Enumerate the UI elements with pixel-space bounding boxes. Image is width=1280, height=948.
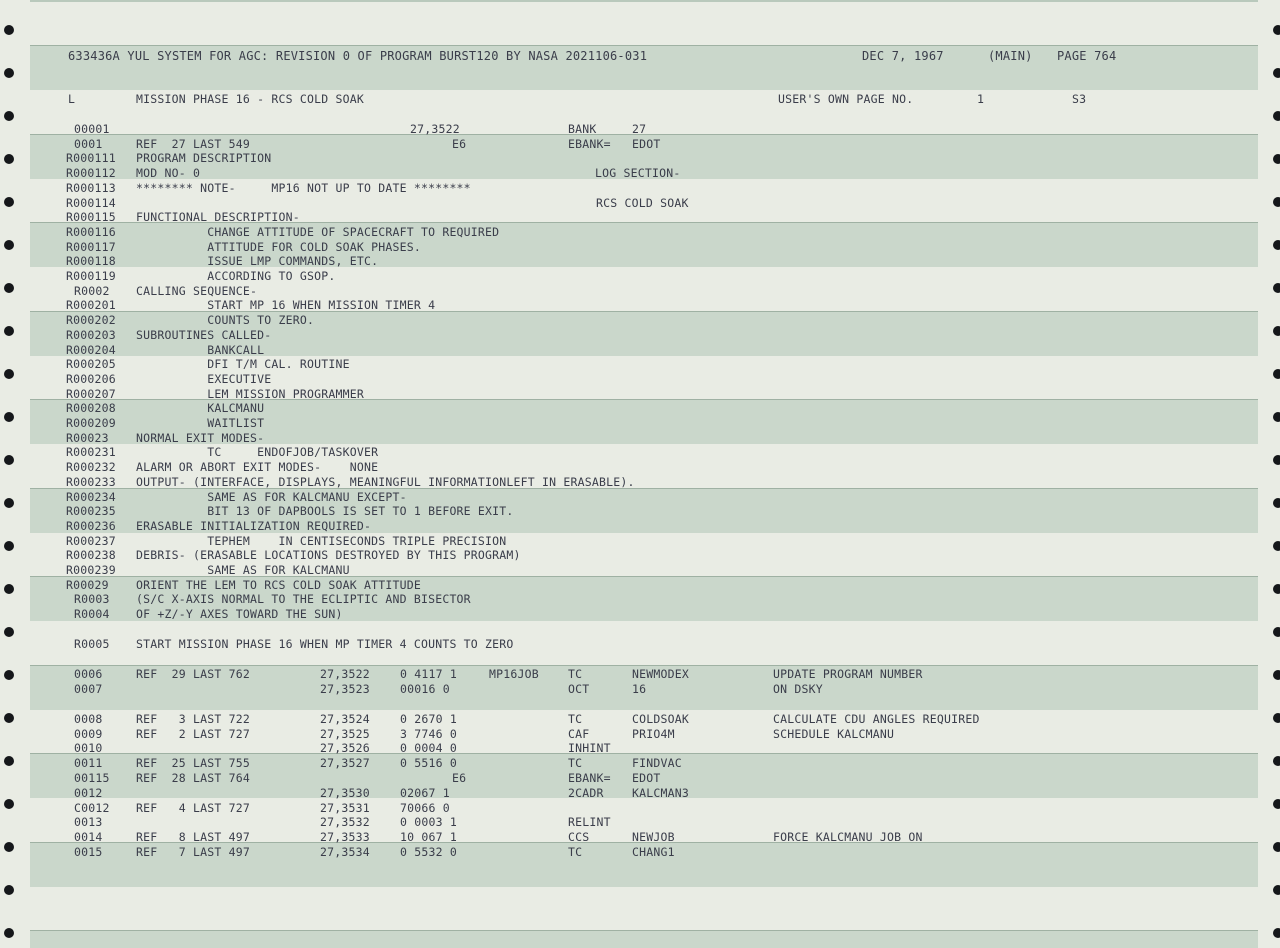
opcode: CCS — [568, 830, 590, 844]
source-text: ATTITUDE FOR COLD SOAK PHASES. — [136, 239, 421, 254]
line-number: 0013 — [74, 815, 103, 829]
source-text: MOD NO- 0 — [136, 166, 201, 181]
source-text: ACCORDING TO GSOP. — [136, 269, 336, 283]
source-text: REF 28 LAST 764 — [136, 771, 250, 785]
feed-hole-icon — [1273, 283, 1280, 293]
line-number: R000206 — [66, 371, 116, 386]
paper-band — [30, 0, 1258, 2]
line-number: R0003 — [74, 592, 110, 607]
paper-band — [30, 930, 1258, 948]
source-text: OUTPUT- (INTERFACE, DISPLAYS, MEANINGFUL INFORMATIONLEFT IN ERASABLE). — [136, 474, 635, 489]
opcode: TC — [568, 712, 583, 726]
source-text: REF 29 LAST 762 — [136, 667, 250, 681]
address: 27,3524 — [320, 712, 370, 726]
source-text: ALARM OR ABORT EXIT MODES- NONE — [136, 460, 379, 475]
line-number: R000239 — [66, 563, 116, 577]
line-number: 0010 — [74, 741, 103, 755]
source-text: ISSUE LMP COMMANDS, ETC. — [136, 254, 379, 269]
line-number: R0002 — [74, 283, 110, 298]
opcode: RELINT — [568, 815, 611, 829]
source-text: OF +Z/-Y AXES TOWARD THE SUN) — [136, 607, 343, 622]
feed-hole-icon — [1273, 799, 1280, 809]
feed-hole-icon — [4, 541, 14, 551]
octal-word: 0 0004 0 — [400, 741, 457, 755]
feed-hole-icon — [1273, 412, 1280, 422]
mission-phase-title: MISSION PHASE 16 - RCS COLD SOAK — [136, 92, 364, 106]
feed-hole-icon — [4, 68, 14, 78]
line-number: 0015 — [74, 845, 103, 859]
line-number: R000231 — [66, 445, 116, 460]
feed-hole-icon — [4, 670, 14, 680]
source-text: REF 27 LAST 549 — [136, 136, 250, 151]
line-number: R000238 — [66, 548, 116, 563]
feed-hole-icon — [1273, 455, 1280, 465]
feed-hole-icon — [1273, 25, 1280, 35]
feed-hole-icon — [4, 240, 14, 250]
line-number: R000236 — [66, 518, 116, 533]
opcode: EBANK= — [568, 771, 611, 785]
address: 27,3533 — [320, 830, 370, 844]
feed-hole-icon — [4, 283, 14, 293]
line-number: R000234 — [66, 489, 116, 504]
log-marker: L — [68, 92, 76, 106]
opcode: INHINT — [568, 741, 611, 755]
operand: 27 — [632, 122, 647, 136]
line-number: R000208 — [66, 401, 116, 416]
comment: CALCULATE CDU ANGLES REQUIRED — [773, 712, 980, 726]
line-number: 0012 — [74, 786, 103, 800]
source-text: CALLING SEQUENCE- — [136, 283, 258, 298]
feed-hole-icon — [4, 842, 14, 852]
line-number: R000116 — [66, 224, 116, 239]
feed-hole-icon — [1273, 111, 1280, 121]
source-text: SAME AS FOR KALCMANU — [136, 563, 350, 577]
source-text: SAME AS FOR KALCMANU EXCEPT- — [136, 489, 407, 504]
source-text: BIT 13 OF DAPBOOLS IS SET TO 1 BEFORE EXIT. — [136, 504, 514, 519]
line-number: R000207 — [66, 386, 116, 401]
source-text: COUNTS TO ZERO. — [136, 313, 315, 328]
line-number: 0007 — [74, 682, 103, 696]
line-number: R000233 — [66, 474, 116, 489]
line-number: R000119 — [66, 269, 116, 283]
line-number: R000201 — [66, 298, 116, 313]
feed-hole-icon — [4, 111, 14, 121]
source-text: KALCMANU — [136, 401, 265, 416]
feed-hole-icon — [1273, 928, 1280, 938]
address: 27,3531 — [320, 801, 370, 815]
line-number: R000202 — [66, 313, 116, 328]
line-number: R000118 — [66, 254, 116, 269]
source-text: EXECUTIVE — [136, 371, 272, 386]
feed-hole-icon — [1273, 68, 1280, 78]
feed-hole-icon — [1273, 541, 1280, 551]
listing-section: (MAIN) — [988, 49, 1033, 63]
feed-hole-icon — [1273, 885, 1280, 895]
line-number: R000112 — [66, 166, 116, 181]
operand: EDOT — [632, 771, 661, 785]
page-number: PAGE 764 — [1057, 49, 1117, 63]
source-text: FUNCTIONAL DESCRIPTION- — [136, 210, 300, 225]
line-number: 0006 — [74, 667, 103, 681]
feed-hole-icon — [4, 197, 14, 207]
feed-hole-icon — [4, 627, 14, 637]
opcode: RCS COLD SOAK — [596, 195, 689, 210]
line-number: 0008 — [74, 712, 103, 726]
comment: FORCE KALCMANU JOB ON — [773, 830, 923, 844]
feed-hole-icon — [4, 412, 14, 422]
feed-hole-icon — [4, 25, 14, 35]
source-text: REF 4 LAST 727 — [136, 801, 250, 815]
feed-hole-icon — [1273, 240, 1280, 250]
line-number: 0011 — [74, 756, 103, 770]
comment: UPDATE PROGRAM NUMBER — [773, 667, 923, 681]
line-number: R000111 — [66, 151, 116, 166]
source-text: (S/C X-AXIS NORMAL TO THE ECLIPTIC AND BISECTOR — [136, 592, 471, 607]
line-number: R000114 — [66, 195, 116, 210]
octal-word: E6 — [452, 136, 467, 151]
source-text: ERASABLE INITIALIZATION REQUIRED- — [136, 518, 372, 533]
source-text: START MP 16 WHEN MISSION TIMER 4 — [136, 298, 436, 313]
feed-hole-icon — [1273, 326, 1280, 336]
line-number: R00023 — [66, 430, 109, 445]
feed-hole-icon — [4, 369, 14, 379]
line-number: R0005 — [74, 637, 110, 651]
operand: COLDSOAK — [632, 712, 689, 726]
address: 27,3527 — [320, 756, 370, 770]
source-text: SUBROUTINES CALLED- — [136, 327, 272, 342]
line-number: 0001 — [74, 136, 103, 151]
listing-title: 633436A YUL SYSTEM FOR AGC: REVISION 0 OF PROGRAM BURST120 BY NASA 2021106-031 — [68, 49, 648, 63]
line-number: 00115 — [74, 771, 110, 785]
source-text: NORMAL EXIT MODES- — [136, 430, 265, 445]
line-number: R000203 — [66, 327, 116, 342]
source-text: PROGRAM DESCRIPTION — [136, 151, 272, 166]
line-number: R000204 — [66, 342, 116, 357]
line-number: C0012 — [74, 801, 110, 815]
source-text: WAITLIST — [136, 416, 265, 430]
feed-hole-icon — [1273, 498, 1280, 508]
line-number: 0014 — [74, 830, 103, 844]
opcode: LOG SECTION- — [595, 166, 681, 181]
feed-hole-icon — [4, 154, 14, 164]
feed-hole-icon — [4, 799, 14, 809]
source-text: REF 7 LAST 497 — [136, 845, 250, 859]
feed-hole-icon — [4, 455, 14, 465]
feed-hole-icon — [4, 885, 14, 895]
symbol-label: MP16JOB — [489, 667, 539, 681]
source-text: REF 2 LAST 727 — [136, 727, 250, 741]
comment: SCHEDULE KALCMANU — [773, 727, 895, 741]
line-number: R000115 — [66, 210, 116, 225]
source-text: DEBRIS- (ERASABLE LOCATIONS DESTROYED BY THIS PROGRAM) — [136, 548, 521, 563]
line-number: 00001 — [74, 122, 110, 136]
feed-hole-icon — [1273, 670, 1280, 680]
opcode: TC — [568, 845, 583, 859]
opcode: EBANK= — [568, 136, 611, 151]
source-text: REF 25 LAST 755 — [136, 756, 250, 770]
address: 27,3534 — [320, 845, 370, 859]
feed-hole-icon — [1273, 154, 1280, 164]
operand: CHANG1 — [632, 845, 675, 859]
octal-word: 02067 1 — [400, 786, 450, 800]
feed-hole-icon — [1273, 756, 1280, 766]
feed-hole-icon — [4, 713, 14, 723]
operand: PRIO4M — [632, 727, 675, 741]
opcode: TC — [568, 756, 583, 770]
line-number: R000117 — [66, 239, 116, 254]
source-text: DFI T/M CAL. ROUTINE — [136, 357, 350, 372]
octal-word: 70066 0 — [400, 801, 450, 815]
line-number: R00029 — [66, 577, 109, 592]
octal-word: 00016 0 — [400, 682, 450, 696]
source-text: ******** NOTE- MP16 NOT UP TO DATE ******** — [136, 180, 471, 195]
feed-hole-icon — [4, 928, 14, 938]
feed-hole-icon — [4, 756, 14, 766]
octal-word: 0 5532 0 — [400, 845, 457, 859]
operand: FINDVAC — [632, 756, 682, 770]
octal-word: 0 4117 1 — [400, 667, 457, 681]
feed-hole-icon — [4, 498, 14, 508]
section-code: S3 — [1072, 92, 1087, 106]
line-number: R000205 — [66, 357, 116, 372]
feed-hole-icon — [4, 326, 14, 336]
address: 27,3532 — [320, 815, 370, 829]
line-number: R000232 — [66, 460, 116, 475]
octal-word: 0 0003 1 — [400, 815, 457, 829]
listing-date: DEC 7, 1967 — [862, 49, 944, 63]
octal-word: 3 7746 0 — [400, 727, 457, 741]
source-text: BANKCALL — [136, 342, 265, 357]
feed-hole-icon — [1273, 627, 1280, 637]
feed-hole-icon — [1273, 713, 1280, 723]
address: 27,3522 — [320, 667, 370, 681]
address: 27,3525 — [320, 727, 370, 741]
octal-word: 0 2670 1 — [400, 712, 457, 726]
own-page-number: 1 — [977, 92, 985, 106]
own-page-label: USER'S OWN PAGE NO. — [778, 92, 914, 106]
source-text: CHANGE ATTITUDE OF SPACECRAFT TO REQUIRED — [136, 224, 500, 239]
opcode: BANK — [568, 122, 597, 136]
operand: 16 — [632, 682, 647, 696]
octal-word: E6 — [452, 771, 467, 785]
line-number: R000235 — [66, 504, 116, 519]
octal-word: 0 5516 0 — [400, 756, 457, 770]
source-text: LEM MISSION PROGRAMMER — [136, 386, 364, 401]
source-text: REF 3 LAST 722 — [136, 712, 250, 726]
operand: NEWJOB — [632, 830, 675, 844]
comment: ON DSKY — [773, 682, 823, 696]
opcode: CAF — [568, 727, 590, 741]
opcode: OCT — [568, 682, 590, 696]
line-number: R0004 — [74, 607, 110, 622]
octal-word: 10 067 1 — [400, 830, 457, 844]
source-text: TC ENDOFJOB/TASKOVER — [136, 445, 379, 460]
line-number: R000113 — [66, 180, 116, 195]
feed-hole-icon — [1273, 584, 1280, 594]
feed-hole-icon — [1273, 197, 1280, 207]
line-number: R000209 — [66, 416, 116, 430]
address: 27,3523 — [320, 682, 370, 696]
source-text: START MISSION PHASE 16 WHEN MP TIMER 4 COUNTS TO ZERO — [136, 637, 514, 651]
feed-hole-icon — [1273, 842, 1280, 852]
address: 27,3522 — [410, 122, 460, 136]
source-text: REF 8 LAST 497 — [136, 830, 250, 844]
feed-hole-icon — [4, 584, 14, 594]
source-text: TEPHEM IN CENTISECONDS TRIPLE PRECISION — [136, 533, 507, 548]
line-number: 0009 — [74, 727, 103, 741]
operand: EDOT — [632, 136, 661, 151]
address: 27,3530 — [320, 786, 370, 800]
opcode: 2CADR — [568, 786, 604, 800]
operand: KALCMAN3 — [632, 786, 689, 800]
feed-hole-icon — [1273, 369, 1280, 379]
source-text: ORIENT THE LEM TO RCS COLD SOAK ATTITUDE — [136, 577, 421, 592]
operand: NEWMODEX — [632, 667, 689, 681]
line-number: R000237 — [66, 533, 116, 548]
address: 27,3526 — [320, 741, 370, 755]
opcode: TC — [568, 667, 583, 681]
